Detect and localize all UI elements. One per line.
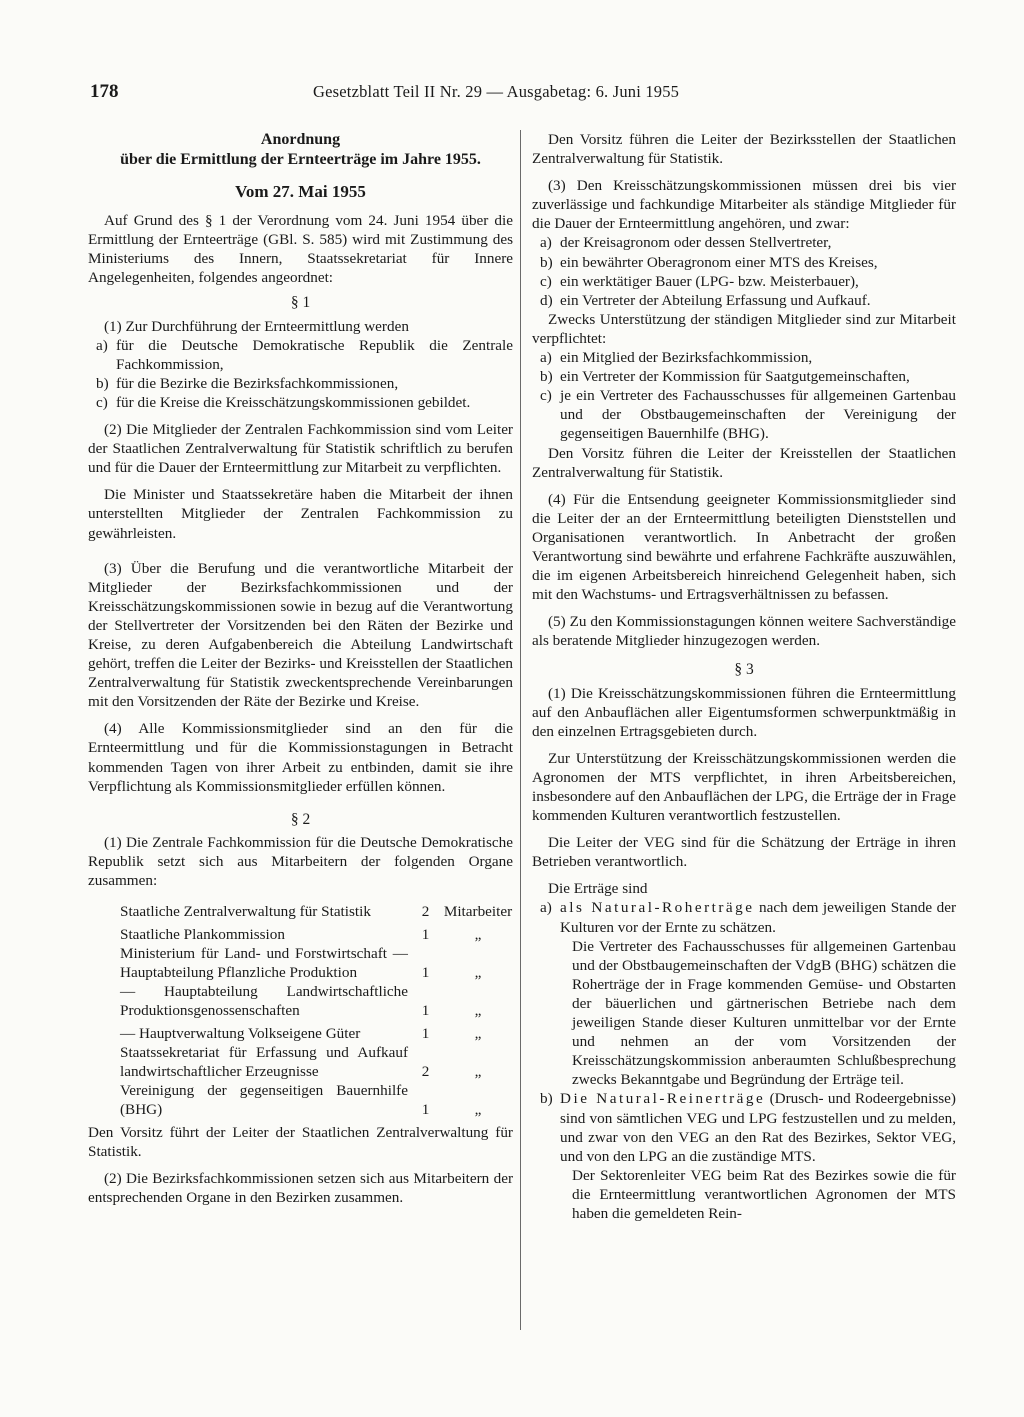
s1-item-a bbox=[88, 336, 513, 374]
preamble: Auf Grund des § 1 der Verordnung vom 24. Juni 1954 über die Ermittlung der Ernteerträge (GBl. S. 585) wird mit Zustimmung des Ministeriums des Innern, Staatssekretariat für Innere Angelegenheiten, folgendes angeordnet: bbox=[88, 212, 513, 287]
organ-row bbox=[88, 944, 513, 982]
organ-name: Staatssekretariat für Erfassung und Aufkauf landwirtschaftlicher Erzeugnisse bbox=[120, 1044, 408, 1081]
emphasis-natural-rohertraege: als Natural-Roherträge bbox=[560, 899, 755, 917]
s3-item-b bbox=[532, 1089, 956, 1165]
organ-row bbox=[88, 1020, 513, 1043]
item-label: b) bbox=[540, 1090, 553, 1108]
order-subtitle: über die Ermittlung der Ernteerträge im Jahre 1955. bbox=[120, 151, 481, 168]
page-header bbox=[90, 82, 960, 104]
s2-p3-intro: (3) Den Kreisschätzungskommissionen müssen drei bis vier zuverlässige und fachkundige Mitarbeiter als ständige Mitglieder für die Dauer der Ernteermittlung angehören, und zwar: bbox=[532, 177, 956, 233]
column-divider bbox=[520, 130, 521, 1330]
item-text: je ein Vertreter des Fachausschusses für allgemeinen Gartenbau und der Obstbaugemeinschaften der Vereinigung der gegenseitigen Bauernhilfe (BHG). bbox=[560, 387, 956, 443]
emphasis-natural-reinertraege: Die Natural-Reinerträge bbox=[560, 1090, 766, 1108]
s2-p3-item-d bbox=[532, 291, 956, 310]
ertraege-intro: Die Erträge sind bbox=[548, 880, 648, 898]
organ-name: Ministerium für Land- und Forstwirtschaft — Hauptabteilung Pflanzliche Produktion bbox=[120, 945, 408, 982]
item-text: ein Vertreter der Kommission für Saatgutgemeinschaften, bbox=[560, 368, 910, 386]
s3-p1b: Zur Unterstützung der Kreisschätzungskommissionen werden die Agronomen der MTS verpflichtet, in ihren Arbeitsbereichen, insbesondere auf den Anbauflächen der LPG, die Erträge der in Frage kommenden Kulturen verantwortlich festzustellen. bbox=[532, 749, 956, 825]
s2-p3-item-a bbox=[532, 233, 956, 252]
item-text: der Kreisagronom oder dessen Stellvertreter, bbox=[560, 234, 832, 252]
item-text: ein bewährter Oberagronom einer MTS des Kreises, bbox=[560, 253, 878, 271]
organ-count: 1 bbox=[421, 1002, 430, 1020]
s1-item-c bbox=[88, 393, 513, 412]
item-text bbox=[560, 898, 956, 936]
section-2-heading: § 2 bbox=[290, 810, 311, 828]
s2-p3-item-c bbox=[532, 272, 956, 291]
organ-unit: „ bbox=[474, 1063, 482, 1081]
item-label: c) bbox=[540, 387, 552, 405]
organ-count: 1 bbox=[421, 1101, 430, 1119]
s3-p1c: Die Leiter der VEG sind für die Schätzung der Erträge in ihren Betrieben verantwortlich. bbox=[532, 834, 956, 871]
order-title: Anordnung bbox=[260, 131, 341, 148]
item-text: ein Mitglied der Bezirksfachkommission, bbox=[560, 349, 813, 367]
organ-row bbox=[88, 921, 513, 944]
s2-vorsitz: Den Vorsitz führt der Leiter der Staatlichen Zentralverwaltung für Statistik. bbox=[88, 1124, 513, 1161]
section-1-heading: § 1 bbox=[290, 294, 311, 312]
item-text: ein Vertreter der Abteilung Erfassung und Aufkauf. bbox=[560, 291, 871, 309]
s3-item-a bbox=[532, 898, 956, 936]
s2-p4: (4) Für die Entsendung geeigneter Kommissionsmitglieder sind die Leiter der an der Ernteermittlung beteiligten Dienststellen und Organisationen verantwortlich. In Anbetracht der großen Verantwortung sind bewährte und erfahrene Fachkräfte auszuwählen, die im eigenen Arbeitsbereich hinreichend Gelegenheit haben, sich mit den Wachstums- und Ertragsverhältnissen zu befassen. bbox=[532, 490, 956, 604]
item-text-rest: (Drusch- und Rodeergebnisse) sind von sämtlichen VEG und LPG festzustellen und zu melden, und zwar von den VEG an den Rat des Bezirkes, Sektor VEG, und von den LPG an die zuständige MTS. bbox=[560, 1090, 956, 1165]
s2-p3-support-c bbox=[532, 386, 956, 443]
organ-unit: „ bbox=[474, 964, 482, 982]
organ-unit: „ bbox=[474, 1101, 482, 1119]
item-label: b) bbox=[96, 374, 109, 392]
organ-count: 1 bbox=[421, 926, 430, 944]
item-label: d) bbox=[540, 291, 553, 309]
item-label: b) bbox=[540, 368, 553, 386]
s1-p4: (4) Alle Kommissionsmitglieder sind an den für die Ernteermittlung und für die Kommissionstagungen in Betracht kommenden Tagen von ihrer Arbeit zu entbinden, damit sie ihre Verpflichtung als Kommissionsmitglieder erfüllen können. bbox=[88, 720, 513, 795]
item-label: b) bbox=[540, 253, 553, 271]
s1-p3: (3) Über die Berufung und die verantwortliche Mitarbeit der Mitglieder der Bezirksfachkommissionen und der Kreisschätzungskommissionen sowie in bezug auf die Verantwortung der Stellvertreter der Vorsitzenden bei den Räten der Bezirke und Kreise, zu deren Aufgabenbereich die Abteilung Landwirtschaft gehört, treffen die Leiter der Bezirks- und Kreisstellen der Staatlichen Zentralverwaltung für Statistik zweckentsprechende Vereinbarungen mit den Vorsitzenden der Räte der Bezirke und Kreise. bbox=[88, 559, 513, 711]
s3-p1: (1) Die Kreisschätzungskommissionen führen die Ernteermittlung auf den Anbauflächen aller Eigentumsformen schwerpunktmäßig in den einzelnen Ertragsgebieten durch. bbox=[532, 684, 956, 740]
organ-unit: „ bbox=[474, 1025, 482, 1043]
zwecks-unterstuetzung: Zwecks Unterstützung der ständigen Mitglieder sind zur Mitarbeit verpflichtet: bbox=[532, 310, 956, 347]
organ-name: Staatliche Zentralverwaltung für Statistik bbox=[120, 903, 371, 921]
organ-unit: Mitarbeiter bbox=[443, 903, 513, 921]
item-label: a) bbox=[540, 899, 552, 917]
item-label: c) bbox=[540, 272, 552, 290]
organ-row bbox=[88, 1081, 513, 1119]
organ-row bbox=[88, 1043, 513, 1081]
s1-p2: (2) Die Mitglieder der Zentralen Fachkommission sind vom Leiter der Staatlichen Zentralverwaltung für Statistik schriftlich zu berufen und für die Dauer der Ernteermittlung zur Mitarbeit zu verpflichten. bbox=[88, 421, 513, 477]
s2-p3-support-b bbox=[532, 367, 956, 386]
item-label: a) bbox=[540, 349, 552, 367]
organ-row bbox=[88, 898, 513, 921]
organ-row bbox=[88, 982, 513, 1020]
organ-count: 1 bbox=[421, 964, 430, 982]
organ-unit: „ bbox=[474, 1002, 482, 1020]
item-text-rest: nach dem jeweiligen Stande der Kulturen vor der Ernte zu schätzen. bbox=[560, 899, 956, 936]
s2-p1: (1) Die Zentrale Fachkommission für die Deutsche Demokratische Republik setzt sich aus Mitarbeitern der folgenden Organe zusammen: bbox=[88, 833, 513, 889]
item-label: a) bbox=[96, 336, 108, 354]
organ-name: — Hauptabteilung Landwirtschaftliche Produktionsgenossenschaften bbox=[120, 983, 408, 1020]
organ-count: 2 bbox=[421, 1063, 430, 1081]
vorsitz-bezirk: Den Vorsitz führen die Leiter der Bezirksstellen der Staatlichen Zentralverwaltung für Statistik. bbox=[532, 131, 956, 168]
item-label: c) bbox=[96, 393, 108, 411]
organ-name: — Hauptverwaltung Volkseigene Güter bbox=[120, 1025, 361, 1043]
organ-unit: „ bbox=[474, 926, 482, 944]
left-column bbox=[88, 130, 513, 1207]
gazette-title: Gesetzblatt Teil II Nr. 29 — Ausgabetag: 6. Juni 1955 bbox=[313, 82, 680, 101]
organ-table bbox=[88, 898, 513, 1119]
s2-p5: (5) Zu den Kommissionstagungen können weitere Sachverständige als beratende Mitglieder hinzugezogen werden. bbox=[532, 613, 956, 650]
s3-item-b-detail: Der Sektorenleiter VEG beim Rat des Bezirkes sowie die für die Ernteermittlung verantwortlichen Agronomen der MTS haben die gemeldeten Rein- bbox=[572, 1166, 956, 1222]
s2-p3-item-b bbox=[532, 253, 956, 272]
item-text: ein werktätiger Bauer (LPG- bzw. Meisterbauer), bbox=[560, 272, 859, 290]
organ-name: Vereinigung der gegenseitigen Bauernhilfe (BHG) bbox=[120, 1082, 408, 1119]
organ-name: Staatliche Plankommission bbox=[120, 926, 285, 944]
s2-p2: (2) Die Bezirksfachkommissionen setzen sich aus Mitarbeitern der entsprechenden Organe in den Bezirken zusammen. bbox=[88, 1170, 513, 1207]
vorsitz-kreis: Den Vorsitz führen die Leiter der Kreisstellen der Staatlichen Zentralverwaltung für Statistik. bbox=[532, 444, 956, 481]
page-number: 178 bbox=[90, 81, 119, 102]
s1-item-b bbox=[88, 374, 513, 393]
s1-p2b: Die Minister und Staatssekretäre haben die Mitarbeit der ihnen unterstellten Mitglieder der Zentralen Fachkommission zu gewährleisten. bbox=[88, 486, 513, 542]
section-3-heading: § 3 bbox=[734, 661, 754, 679]
s2-p3-support-a bbox=[532, 348, 956, 367]
item-text bbox=[560, 1089, 956, 1165]
item-text: für die Deutsche Demokratische Republik die Zentrale Fachkommission, bbox=[116, 336, 513, 373]
order-date: Vom 27. Mai 1955 bbox=[235, 182, 366, 201]
organ-count: 1 bbox=[421, 1025, 430, 1043]
s3-item-a-detail: Die Vertreter des Fachausschusses für allgemeinen Gartenbau und der Obstbaugemeinschaften der VdgB (BHG) schätzen die Roherträge der in Frage kommenden Gemüse- und Obstarten der bäuerlichen und gärtnerischen Betriebe nach dem jeweiligen Stande dieser Kulturen unmittelbar vor der Ernte und nehmen an der vom Vorsitzenden der Kreisschätzungskommission anberaumten Schlußbesprechung zwecks Bekanntgabe und Begründung der Erträge teil. bbox=[572, 937, 956, 1089]
item-label: a) bbox=[540, 234, 552, 252]
s1-p1-intro: (1) Zur Durchführung der Ernteermittlung werden bbox=[104, 317, 409, 335]
organ-count: 2 bbox=[421, 903, 430, 921]
item-text: für die Bezirke die Bezirksfachkommissionen, bbox=[116, 374, 399, 392]
right-column bbox=[532, 130, 956, 1223]
item-text: für die Kreise die Kreisschätzungskommissionen gebildet. bbox=[116, 393, 471, 411]
